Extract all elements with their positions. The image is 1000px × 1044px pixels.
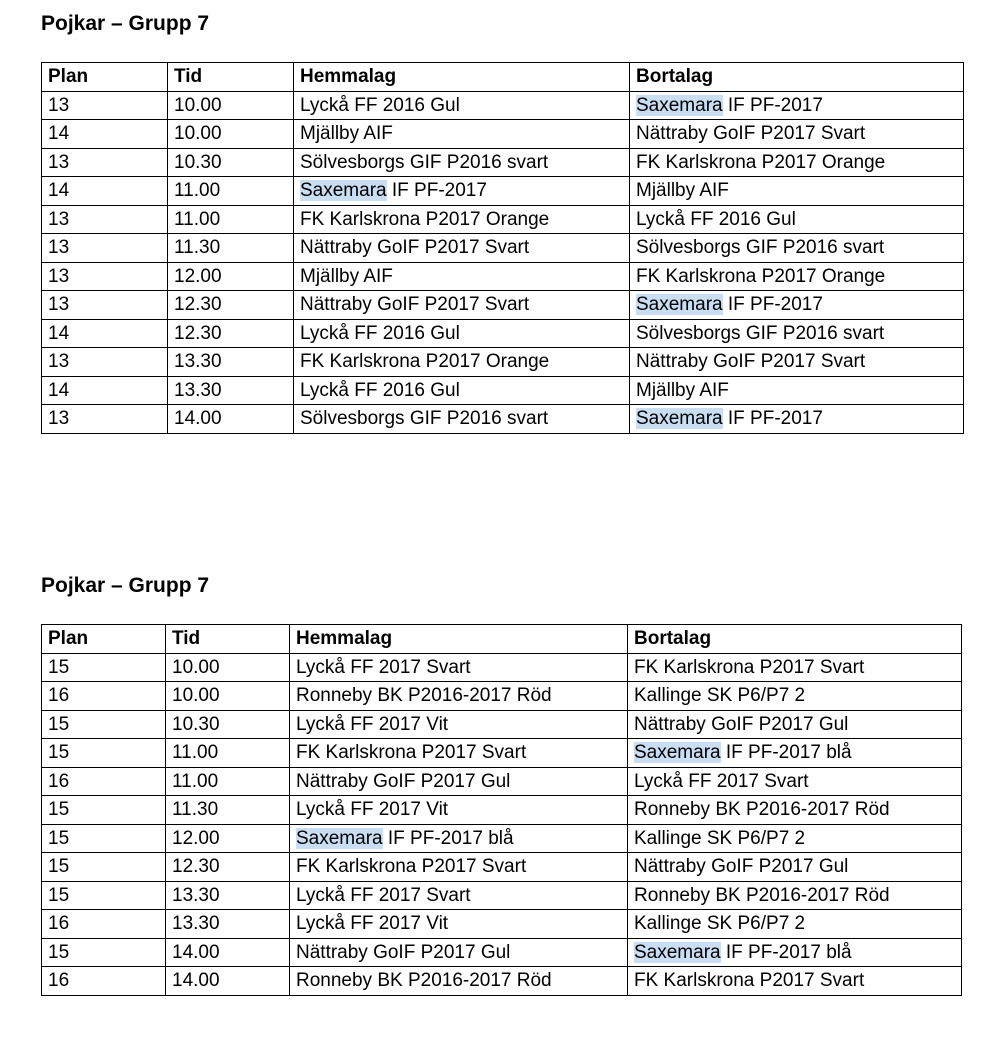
home-team-cell: Nättraby GoIF P2017 Gul: [290, 767, 628, 796]
home-team-cell: FK Karlskrona P2017 Orange: [294, 348, 630, 377]
plan-cell: 15: [42, 824, 166, 853]
table-row: [42, 824, 962, 853]
time-cell: 12.30: [166, 853, 290, 882]
search-highlight: Saxemara: [296, 827, 383, 849]
home-team-cell: Sölvesborgs GIF P2016 svart: [294, 148, 630, 177]
plan-cell: 14: [42, 319, 168, 348]
search-highlight: Saxemara: [634, 742, 721, 764]
table-row: [42, 853, 962, 882]
time-cell: 11.30: [166, 796, 290, 825]
plan-cell: 13: [42, 291, 168, 320]
table-row: [42, 739, 962, 768]
home-team-cell: FK Karlskrona P2017 Svart: [290, 853, 628, 882]
away-team-cell: Sölvesborgs GIF P2016 svart: [630, 234, 964, 263]
time-cell: 11.00: [168, 177, 294, 206]
home-team-cell: Lyckå FF 2016 Gul: [294, 319, 630, 348]
time-cell: 11.00: [166, 767, 290, 796]
section-title: Pojkar – Grupp 7: [41, 574, 210, 597]
plan-cell: 15: [42, 881, 166, 910]
home-team-cell: Nättraby GoIF P2017 Svart: [294, 234, 630, 263]
home-team-cell: FK Karlskrona P2017 Svart: [290, 739, 628, 768]
table-row: [42, 348, 964, 377]
away-team-header: Bortalag: [630, 63, 964, 92]
away-team-cell: Nättraby GoIF P2017 Svart: [630, 348, 964, 377]
away-team-header: Bortalag: [628, 625, 962, 654]
home-team-cell: Saxemara IF PF-2017: [294, 177, 630, 206]
home-team-cell: Mjällby AIF: [294, 120, 630, 149]
away-team-cell: Nättraby GoIF P2017 Gul: [628, 710, 962, 739]
home-team-cell: Nättraby GoIF P2017 Gul: [290, 938, 628, 967]
home-team-cell: Mjällby AIF: [294, 262, 630, 291]
table-row: [42, 148, 964, 177]
away-team-cell: Kallinge SK P6/P7 2: [628, 910, 962, 939]
table-row: [42, 938, 962, 967]
time-cell: 12.00: [168, 262, 294, 291]
away-team-cell: Ronneby BK P2016-2017 Röd: [628, 881, 962, 910]
table-row: [42, 796, 962, 825]
home-team-cell: Lyckå FF 2017 Vit: [290, 796, 628, 825]
home-team-cell: Lyckå FF 2016 Gul: [294, 376, 630, 405]
plan-cell: 15: [42, 796, 166, 825]
away-team-cell: Kallinge SK P6/P7 2: [628, 824, 962, 853]
home-team-cell: Lyckå FF 2016 Gul: [294, 91, 630, 120]
home-team-cell: FK Karlskrona P2017 Orange: [294, 205, 630, 234]
section-title: Pojkar – Grupp 7: [41, 12, 210, 35]
away-team-cell: Lyckå FF 2016 Gul: [630, 205, 964, 234]
schedule-table: [41, 62, 964, 434]
plan-cell: 13: [42, 205, 168, 234]
home-team-cell: Ronneby BK P2016-2017 Röd: [290, 682, 628, 711]
home-team-cell: Nättraby GoIF P2017 Svart: [294, 291, 630, 320]
plan-cell: 14: [42, 120, 168, 149]
table-row: [42, 910, 962, 939]
plan-cell: 14: [42, 376, 168, 405]
table-row: [42, 881, 962, 910]
time-header: Tid: [168, 63, 294, 92]
plan-cell: 13: [42, 405, 168, 434]
time-cell: 13.30: [168, 348, 294, 377]
table-row: [42, 177, 964, 206]
table-row: [42, 262, 964, 291]
search-highlight: Saxemara: [636, 408, 723, 430]
away-team-cell: Saxemara IF PF-2017: [630, 405, 964, 434]
table-row: [42, 291, 964, 320]
plan-cell: 14: [42, 177, 168, 206]
table-row: [42, 710, 962, 739]
search-highlight: Saxemara: [634, 941, 721, 963]
table-header-row: [42, 63, 964, 92]
plan-cell: 16: [42, 682, 166, 711]
time-cell: 12.00: [166, 824, 290, 853]
away-team-cell: FK Karlskrona P2017 Svart: [628, 967, 962, 996]
time-cell: 12.30: [168, 319, 294, 348]
time-cell: 13.30: [166, 881, 290, 910]
time-cell: 12.30: [168, 291, 294, 320]
away-team-cell: Nättraby GoIF P2017 Svart: [630, 120, 964, 149]
schedule-table: [41, 624, 962, 996]
away-team-cell: Sölvesborgs GIF P2016 svart: [630, 319, 964, 348]
time-cell: 11.00: [166, 739, 290, 768]
table-row: [42, 767, 962, 796]
home-team-header: Hemmalag: [294, 63, 630, 92]
table-header-row: [42, 625, 962, 654]
away-team-cell: Kallinge SK P6/P7 2: [628, 682, 962, 711]
home-team-cell: Lyckå FF 2017 Vit: [290, 910, 628, 939]
search-highlight: Saxemara: [300, 180, 387, 202]
home-team-cell: Ronneby BK P2016-2017 Röd: [290, 967, 628, 996]
away-team-cell: Saxemara IF PF-2017 blå: [628, 739, 962, 768]
home-team-cell: Lyckå FF 2017 Svart: [290, 653, 628, 682]
table-row: [42, 234, 964, 263]
table-row: [42, 91, 964, 120]
table-row: [42, 376, 964, 405]
time-cell: 13.30: [166, 910, 290, 939]
plan-cell: 16: [42, 910, 166, 939]
home-team-cell: Saxemara IF PF-2017 blå: [290, 824, 628, 853]
table-row: [42, 653, 962, 682]
plan-cell: 15: [42, 938, 166, 967]
table-row: [42, 205, 964, 234]
table-row: [42, 319, 964, 348]
time-cell: 13.30: [168, 376, 294, 405]
time-cell: 10.00: [168, 91, 294, 120]
away-team-cell: Lyckå FF 2017 Svart: [628, 767, 962, 796]
away-team-cell: FK Karlskrona P2017 Orange: [630, 148, 964, 177]
table-row: [42, 120, 964, 149]
plan-cell: 16: [42, 967, 166, 996]
time-cell: 14.00: [168, 405, 294, 434]
away-team-cell: Saxemara IF PF-2017: [630, 291, 964, 320]
plan-cell: 13: [42, 91, 168, 120]
plan-cell: 15: [42, 710, 166, 739]
time-cell: 14.00: [166, 938, 290, 967]
home-team-cell: Lyckå FF 2017 Svart: [290, 881, 628, 910]
time-header: Tid: [166, 625, 290, 654]
time-cell: 10.30: [166, 710, 290, 739]
away-team-cell: FK Karlskrona P2017 Orange: [630, 262, 964, 291]
home-team-cell: Sölvesborgs GIF P2016 svart: [294, 405, 630, 434]
table-row: [42, 682, 962, 711]
plan-cell: 15: [42, 739, 166, 768]
time-cell: 10.00: [168, 120, 294, 149]
table-row: [42, 405, 964, 434]
home-team-cell: Lyckå FF 2017 Vit: [290, 710, 628, 739]
time-cell: 10.30: [168, 148, 294, 177]
search-highlight: Saxemara: [636, 94, 723, 116]
time-cell: 10.00: [166, 682, 290, 711]
plan-cell: 15: [42, 653, 166, 682]
time-cell: 14.00: [166, 967, 290, 996]
away-team-cell: Saxemara IF PF-2017: [630, 91, 964, 120]
away-team-cell: Nättraby GoIF P2017 Gul: [628, 853, 962, 882]
plan-cell: 13: [42, 234, 168, 263]
home-team-header: Hemmalag: [290, 625, 628, 654]
time-cell: 11.00: [168, 205, 294, 234]
search-highlight: Saxemara: [636, 294, 723, 316]
away-team-cell: Mjällby AIF: [630, 376, 964, 405]
away-team-cell: Ronneby BK P2016-2017 Röd: [628, 796, 962, 825]
plan-cell: 13: [42, 262, 168, 291]
plan-cell: 13: [42, 348, 168, 377]
plan-header: Plan: [42, 625, 166, 654]
time-cell: 11.30: [168, 234, 294, 263]
away-team-cell: Saxemara IF PF-2017 blå: [628, 938, 962, 967]
plan-header: Plan: [42, 63, 168, 92]
plan-cell: 15: [42, 853, 166, 882]
table-row: [42, 967, 962, 996]
plan-cell: 13: [42, 148, 168, 177]
away-team-cell: Mjällby AIF: [630, 177, 964, 206]
away-team-cell: FK Karlskrona P2017 Svart: [628, 653, 962, 682]
time-cell: 10.00: [166, 653, 290, 682]
plan-cell: 16: [42, 767, 166, 796]
